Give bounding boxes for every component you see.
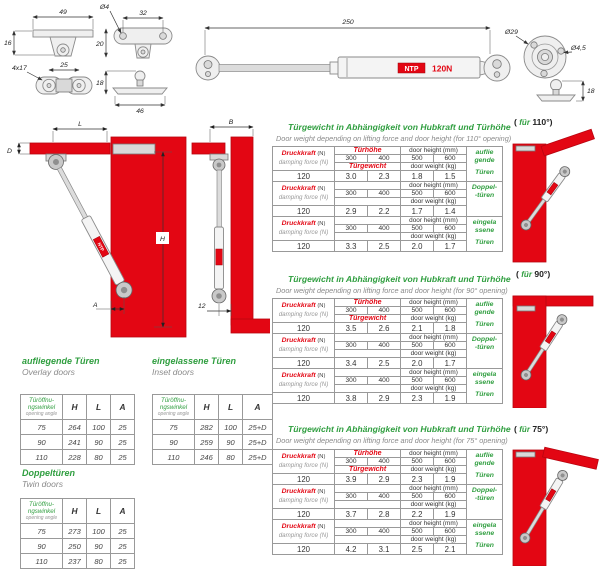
a-value: 25 — [111, 435, 135, 450]
weight-table-title-75: Türgewicht in Abhängigkeit von Hubkraft und Türhöhe — [288, 424, 511, 434]
door-weight-label: door weight (kg) — [401, 233, 467, 241]
col-L: L — [219, 395, 243, 420]
dim-12: 12 — [198, 303, 206, 310]
dim-49: 49 — [59, 9, 67, 16]
weight-value: 1.4 — [434, 206, 467, 217]
force-value: 120 — [273, 358, 335, 369]
weight-table-subtitle-110: Door weight depending on lifting force and door height (for 110° opening) — [276, 134, 512, 143]
weight-value: 2.3 — [401, 393, 434, 404]
inset-doors-table — [152, 394, 273, 465]
weight-value: 2.2 — [368, 206, 401, 217]
door-weight-label: door weight (kg) — [401, 466, 467, 474]
col-A: A — [243, 395, 273, 420]
overlay-doors-heading — [22, 356, 100, 377]
diagram-110 — [505, 128, 600, 266]
slotted-plate-drawing — [12, 62, 92, 94]
weight-value: 2.5 — [368, 358, 401, 369]
door-type-label: Doppel- -türen — [467, 182, 503, 217]
empty-cell — [335, 501, 401, 509]
weight-value: 1.9 — [434, 509, 467, 520]
angle-value: 110 — [21, 450, 63, 465]
door-weight-label: door weight (kg) — [401, 198, 467, 206]
tuerhoehe-label: Türhöhe — [335, 147, 401, 155]
bracket-top-drawing — [4, 9, 93, 56]
door-weight-label: door weight (kg) — [401, 385, 467, 393]
weight-value: 1.9 — [434, 393, 467, 404]
dim-B: B — [228, 119, 234, 126]
force-value: 120 — [273, 509, 335, 520]
h-value: 264 — [63, 420, 87, 435]
force-label-cell: Druckkraft (N) damping force (N) — [273, 217, 335, 241]
dim-A: A — [93, 302, 98, 309]
force-value: 120 — [273, 474, 335, 485]
door-height-label: door height (mm) — [401, 450, 467, 458]
height-cell: 400 — [368, 493, 401, 501]
empty-cell — [335, 485, 401, 493]
stud-plate-drawing — [96, 71, 167, 115]
dim-46: 46 — [136, 108, 144, 115]
h-value: 250 — [63, 539, 87, 554]
empty-cell — [335, 536, 401, 544]
height-cell: 600 — [434, 458, 467, 466]
height-cell: 500 — [401, 225, 434, 233]
height-cell: 300 — [335, 342, 368, 350]
flange-drawing — [504, 29, 586, 78]
twin-doors-title-en: Twin doors — [22, 479, 63, 489]
opening-angle-header: Türöffnu- ngswinkel opening angle — [21, 395, 63, 420]
force-value: 120 — [273, 544, 335, 555]
force-label-cell: Druckkraft (N) damping force (N) — [273, 450, 335, 474]
force-label-cell: Druckkraft (N) damping force (N) — [273, 520, 335, 544]
height-cell: 500 — [401, 528, 434, 536]
overlay-doors-title-en: Overlay doors — [22, 367, 75, 377]
height-cell: 300 — [335, 458, 368, 466]
angle-value: 90 — [21, 435, 63, 450]
angle-value: 75 — [153, 420, 195, 435]
l-value: 100 — [87, 420, 111, 435]
overlay-doors-table — [20, 394, 135, 465]
angle-value: 75 — [21, 420, 63, 435]
force-label-cell: Druckkraft (N) damping force (N) — [273, 485, 335, 509]
weight-value: 2.1 — [434, 544, 467, 555]
weight-value: 2.9 — [368, 393, 401, 404]
door-type-label: auflie gende Türen — [467, 450, 503, 485]
tuergewicht-label: Türgewicht — [335, 466, 401, 474]
height-cell: 400 — [368, 342, 401, 350]
weight-value: 2.3 — [368, 171, 401, 182]
dim-25: 25 — [60, 62, 68, 69]
door-type-label: auflie gende Türen — [467, 299, 503, 334]
tuergewicht-label: Türgewicht — [335, 163, 401, 171]
col-A: A — [111, 395, 135, 420]
angle-value: 75 — [21, 524, 63, 539]
inset-doors-title-de: eingelassene Türen — [152, 356, 237, 366]
weight-table-subtitle-75: Door weight depending on lifting force and door height (for 75° opening) — [276, 436, 508, 445]
weight-value: 2.2 — [401, 509, 434, 520]
weight-value: 2.6 — [368, 323, 401, 334]
height-cell: 600 — [434, 342, 467, 350]
height-cell: 600 — [434, 528, 467, 536]
height-cell: 600 — [434, 190, 467, 198]
height-cell: 600 — [434, 155, 467, 163]
weight-value: 1.7 — [434, 241, 467, 252]
l-value: 90 — [87, 539, 111, 554]
height-cell: 600 — [434, 307, 467, 315]
technical-drawings — [0, 0, 600, 115]
door-height-label: door height (mm) — [401, 217, 467, 225]
weight-value: 2.8 — [368, 509, 401, 520]
stud-side-drawing — [537, 80, 595, 102]
height-cell: 500 — [401, 307, 434, 315]
dim-18-stud: 18 — [587, 88, 595, 95]
dim-18-plate: 18 — [96, 80, 104, 87]
dim-H: H — [160, 236, 165, 243]
weight-value: 4.2 — [335, 544, 368, 555]
force-value: 120 — [273, 171, 335, 182]
angle-tag-110: ( für 110°) — [514, 117, 553, 127]
door-height-label: door height (mm) — [401, 182, 467, 190]
force-value: 120 — [273, 393, 335, 404]
height-cell: 300 — [335, 307, 368, 315]
weight-value: 3.3 — [335, 241, 368, 252]
force-rating-label: 120N — [432, 63, 453, 74]
weight-value: 2.0 — [401, 241, 434, 252]
weight-value: 3.1 — [368, 544, 401, 555]
height-cell: 500 — [401, 493, 434, 501]
h-value: 241 — [63, 435, 87, 450]
angle-tag-90: ( für 90°) — [516, 269, 551, 279]
empty-cell — [335, 369, 401, 377]
weight-table-title-90: Türgewicht in Abhängigkeit von Hubkraft und Türhöhe — [288, 274, 511, 284]
height-cell: 500 — [401, 377, 434, 385]
empty-cell — [335, 233, 401, 241]
overlay-door-diagram — [7, 121, 186, 337]
weight-table-90 — [272, 298, 503, 404]
empty-cell — [335, 520, 401, 528]
gas-spring-drawing — [196, 19, 510, 81]
inset-door-diagram — [192, 119, 270, 333]
col-H: H — [195, 395, 219, 420]
dim-32: 32 — [139, 10, 147, 17]
inset-doors-title-en: Inset doors — [152, 367, 195, 377]
angle-value: 90 — [153, 435, 195, 450]
door-height-label: door height (mm) — [401, 299, 467, 307]
l-value: 90 — [219, 435, 243, 450]
height-cell: 400 — [368, 307, 401, 315]
weight-value: 1.8 — [401, 171, 434, 182]
h-value: 282 — [195, 420, 219, 435]
empty-cell — [335, 182, 401, 190]
door-height-label: door height (mm) — [401, 520, 467, 528]
height-cell: 300 — [335, 225, 368, 233]
angle-tag-75: ( für 75°) — [514, 424, 549, 434]
diagram-75 — [505, 436, 600, 566]
a-value: 25 — [111, 420, 135, 435]
a-value: 25 — [111, 524, 135, 539]
overlay-doors-title-de: aufliegende Türen — [22, 356, 100, 366]
weight-value: 3.4 — [335, 358, 368, 369]
weight-value: 1.9 — [434, 474, 467, 485]
door-weight-label: door weight (kg) — [401, 350, 467, 358]
height-cell: 500 — [401, 458, 434, 466]
dim-hole-4: Ø4 — [100, 4, 110, 11]
dim-20: 20 — [96, 41, 104, 48]
door-weight-label: door weight (kg) — [401, 315, 467, 323]
height-cell: 500 — [401, 190, 434, 198]
col-H: H — [63, 499, 87, 524]
weight-table-subtitle-90: Door weight depending on lifting force and door height (for 90° opening) — [276, 286, 508, 295]
dim-o29: Ø29 — [505, 29, 518, 36]
opening-angle-header: Türöffnu- ngswinkel opening angle — [21, 499, 63, 524]
empty-cell — [335, 198, 401, 206]
height-cell: 300 — [335, 377, 368, 385]
height-cell: 500 — [401, 155, 434, 163]
height-cell: 300 — [335, 155, 368, 163]
brand-logo: NTP — [404, 65, 419, 73]
angle-value: 110 — [21, 554, 63, 569]
door-height-label: door height (mm) — [401, 369, 467, 377]
angle-value: 90 — [21, 539, 63, 554]
brand-mini: NTP — [96, 241, 106, 253]
weight-value: 1.7 — [434, 358, 467, 369]
weight-value: 2.9 — [368, 474, 401, 485]
dim-o45: Ø4,5 — [571, 45, 586, 52]
weight-table-title-110: Türgewicht in Abhängigkeit von Hubkraft und Türhöhe — [288, 122, 511, 132]
height-cell: 600 — [434, 377, 467, 385]
a-value: 25 — [111, 554, 135, 569]
door-type-label: Doppel- -türen — [467, 334, 503, 369]
door-height-label: door height (mm) — [401, 485, 467, 493]
a-value: 25+D — [243, 420, 273, 435]
dim-D: D — [7, 148, 12, 155]
empty-cell — [335, 350, 401, 358]
force-label-cell: Druckkraft (N) damping force (N) — [273, 334, 335, 358]
weight-value: 2.5 — [368, 241, 401, 252]
angle-value: 110 — [153, 450, 195, 465]
weight-value: 3.0 — [335, 171, 368, 182]
h-value: 228 — [63, 450, 87, 465]
l-value: 100 — [87, 524, 111, 539]
h-value: 259 — [195, 435, 219, 450]
installation-diagram — [0, 115, 270, 345]
door-type-label: eingela ssene Türen — [467, 217, 503, 252]
dim-16: 16 — [4, 40, 12, 47]
weight-table-75 — [272, 449, 503, 555]
weight-table-110 — [272, 146, 503, 252]
force-value: 120 — [273, 241, 335, 252]
tuerhoehe-label: Türhöhe — [335, 299, 401, 307]
a-value: 25+D — [243, 435, 273, 450]
height-cell: 300 — [335, 528, 368, 536]
height-cell: 400 — [368, 225, 401, 233]
dim-L: L — [78, 121, 82, 128]
weight-value: 1.8 — [434, 323, 467, 334]
gas-spring-closed — [212, 159, 226, 303]
height-cell: 300 — [335, 190, 368, 198]
height-cell: 300 — [335, 493, 368, 501]
force-label-cell: Druckkraft (N) damping force (N) — [273, 147, 335, 171]
col-L: L — [87, 499, 111, 524]
dim-4x17: 4x17 — [12, 65, 27, 72]
tuerhoehe-label: Türhöhe — [335, 450, 401, 458]
height-cell: 400 — [368, 458, 401, 466]
a-value: 25 — [111, 450, 135, 465]
weight-value: 1.7 — [401, 206, 434, 217]
height-cell: 600 — [434, 493, 467, 501]
door-weight-label: door weight (kg) — [401, 501, 467, 509]
door-height-label: door height (mm) — [401, 334, 467, 342]
col-L: L — [87, 395, 111, 420]
l-value: 80 — [87, 554, 111, 569]
height-cell: 600 — [434, 225, 467, 233]
weight-value: 3.9 — [335, 474, 368, 485]
force-label-cell: Druckkraft (N) damping force (N) — [273, 369, 335, 393]
door-type-label: Doppel- -türen — [467, 485, 503, 520]
height-cell: 400 — [368, 377, 401, 385]
twin-doors-table — [20, 498, 135, 569]
bracket-holes-drawing — [95, 4, 172, 58]
l-value: 80 — [219, 450, 243, 465]
door-type-label: auflie gende Türen — [467, 147, 503, 182]
l-value: 80 — [87, 450, 111, 465]
h-value: 246 — [195, 450, 219, 465]
weight-value: 2.9 — [335, 206, 368, 217]
door-type-label: eingela ssene Türen — [467, 520, 503, 555]
empty-cell — [335, 334, 401, 342]
weight-value: 2.0 — [401, 358, 434, 369]
height-cell: 400 — [368, 190, 401, 198]
force-value: 120 — [273, 323, 335, 334]
height-cell: 400 — [368, 528, 401, 536]
inset-doors-heading — [152, 356, 236, 377]
force-label-cell: Druckkraft (N) damping force (N) — [273, 182, 335, 206]
weight-value: 3.5 — [335, 323, 368, 334]
dim-250: 250 — [342, 19, 354, 26]
l-value: 100 — [219, 420, 243, 435]
diagram-90 — [505, 280, 600, 408]
h-value: 237 — [63, 554, 87, 569]
weight-value: 2.1 — [401, 323, 434, 334]
a-value: 25 — [111, 539, 135, 554]
weight-value: 2.3 — [401, 474, 434, 485]
door-weight-label: door weight (kg) — [401, 536, 467, 544]
height-cell: 500 — [401, 342, 434, 350]
force-value: 120 — [273, 206, 335, 217]
col-A: A — [111, 499, 135, 524]
empty-cell — [335, 385, 401, 393]
weight-value: 2.5 — [401, 544, 434, 555]
twin-doors-heading — [22, 468, 75, 489]
door-height-label: door height (mm) — [401, 147, 467, 155]
door-weight-label: door weight (kg) — [401, 163, 467, 171]
door-type-label: eingela ssene Türen — [467, 369, 503, 404]
height-cell: 400 — [368, 155, 401, 163]
weight-value: 3.8 — [335, 393, 368, 404]
tuergewicht-label: Türgewicht — [335, 315, 401, 323]
h-value: 273 — [63, 524, 87, 539]
empty-cell — [335, 217, 401, 225]
twin-doors-title-de: Doppeltüren — [22, 468, 75, 478]
force-label-cell: Druckkraft (N) damping force (N) — [273, 299, 335, 323]
col-H: H — [63, 395, 87, 420]
a-value: 25+D — [243, 450, 273, 465]
l-value: 90 — [87, 435, 111, 450]
opening-angle-header: Türöffnu- ngswinkel opening angle — [153, 395, 195, 420]
weight-value: 3.7 — [335, 509, 368, 520]
weight-value: 1.5 — [434, 171, 467, 182]
